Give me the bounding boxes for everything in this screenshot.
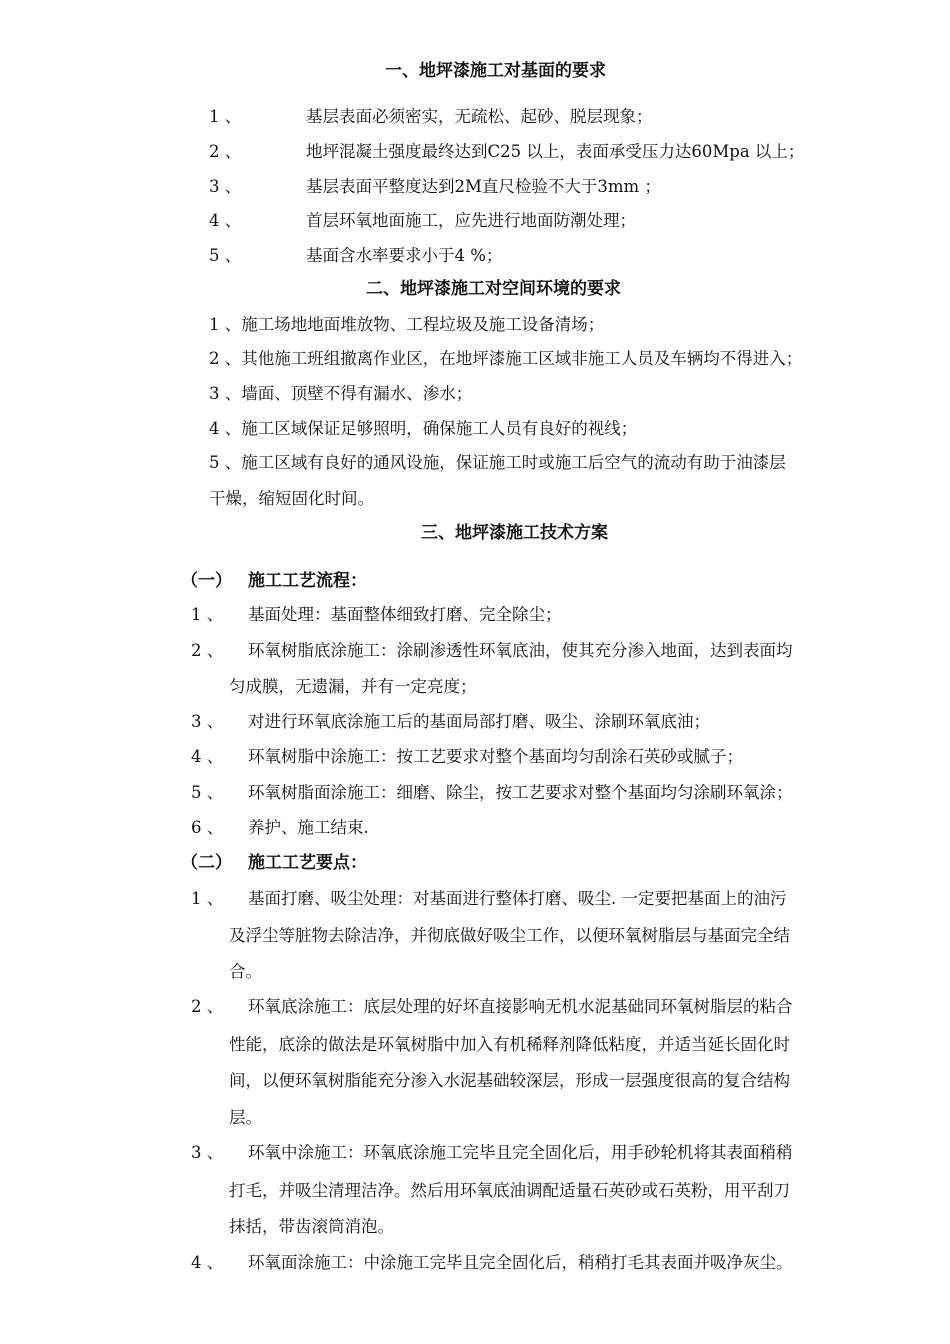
- list-item-continuation: 及浮尘等脏物去除洁净，并彻底做好吸尘工作，以便环氧树脂层与基面完全结: [229, 926, 790, 945]
- list-item: [191, 817, 369, 839]
- item-text: 基面含水率要求小于4 %；: [306, 246, 503, 265]
- list-item: [191, 888, 787, 910]
- section2-title: 二、地坪漆施工对空间环境的要求: [366, 279, 621, 299]
- list-item-continuation: 性能，底涂的做法是环氧树脂中加入有机稀释剂降低粘度，并适当延长固化时: [229, 1035, 790, 1054]
- list-item: [209, 106, 653, 128]
- subsection-label: （二）: [181, 853, 232, 873]
- list-item-continuation: 层。: [229, 1108, 262, 1127]
- item-number: 3 、: [209, 177, 242, 196]
- list-item-continuation: 抹括，带齿滚筒消泡。: [229, 1217, 394, 1236]
- list-item: 1 、施工场地地面堆放物、工程垃圾及施工设备清场；: [209, 315, 605, 334]
- item-number: 5 、: [191, 783, 224, 802]
- subsection-label: （一）: [181, 571, 232, 591]
- list-item: [191, 1142, 793, 1164]
- item-number: 2 、: [209, 142, 242, 161]
- list-item: 3 、墙面、顶壁不得有漏水、渗水；: [209, 384, 473, 403]
- list-item: [191, 996, 793, 1018]
- item-text: 基层表面必须密实，无疏松、起砂、脱层现象；: [306, 107, 653, 126]
- item-text: 环氧底涂施工：底层处理的好坏直接影响无机水泥基础同环氧树脂层的粘合: [248, 997, 793, 1016]
- list-item: [209, 176, 661, 198]
- item-number: 1 、: [209, 107, 242, 126]
- list-item: [191, 640, 793, 662]
- item-number: 3 、: [191, 712, 224, 731]
- subsection-heading: [181, 570, 367, 592]
- list-item: [191, 1252, 793, 1274]
- list-item: [191, 782, 793, 804]
- item-text: 环氧面涂施工：中涂施工完毕且完全固化后，稍稍打毛其表面并吸净灰尘。: [248, 1253, 793, 1272]
- item-number: 2 、: [191, 641, 224, 660]
- list-item-continuation: 匀成膜，无遗漏，并有一定亮度；: [229, 677, 477, 696]
- item-text: 基面打磨、吸尘处理：对基面进行整体打磨、吸尘. 一定要把基面上的油污: [248, 889, 787, 908]
- item-text: 环氧树脂中涂施工：按工艺要求对整个基面均匀刮涂石英砂或腻子；: [248, 747, 743, 766]
- subsection-title: 施工工艺流程：: [248, 571, 367, 591]
- list-item: [209, 141, 804, 163]
- list-item: 5 、施工区域有良好的通风设施，保证施工时或施工后空气的流动有助于油漆层: [209, 453, 786, 472]
- subsection-title: 施工工艺要点：: [248, 853, 367, 873]
- subsection-heading: [181, 852, 367, 874]
- item-number: 5 、: [209, 246, 242, 265]
- section3-title: 三、地坪漆施工技术方案: [421, 523, 608, 543]
- item-text: 环氧树脂底涂施工：涂刷渗透性环氧底油，使其充分渗入地面，达到表面均: [248, 641, 793, 660]
- list-item-continuation: 干燥，缩短固化时间。: [209, 489, 374, 508]
- list-item-continuation: 打毛，并吸尘清理洁净。然后用环氧底油调配适量石英砂或石英粉，用平刮刀: [229, 1181, 790, 1200]
- item-text: 基面处理：基面整体细致打磨、完全除尘；: [248, 605, 562, 624]
- item-number: 4 、: [191, 747, 224, 766]
- item-number: 1 、: [191, 889, 224, 908]
- item-text: 环氧中涂施工：环氧底涂施工完毕且完全固化后，用手砂轮机将其表面稍稍: [248, 1143, 793, 1162]
- item-number: 1 、: [191, 605, 224, 624]
- item-number: 6 、: [191, 818, 224, 837]
- list-item-continuation: 合。: [229, 962, 262, 981]
- list-item: [209, 210, 636, 232]
- list-item: 2 、其他施工班组撤离作业区，在地坪漆施工区域非施工人员及车辆均不得进入；: [209, 349, 803, 368]
- item-number: 3 、: [191, 1143, 224, 1162]
- item-number: 4 、: [191, 1253, 224, 1272]
- list-item: [191, 746, 743, 768]
- item-text: 对进行环氧底涂施工后的基面局部打磨、吸尘、涂刷环氧底油；: [248, 712, 710, 731]
- list-item-continuation: 间，以便环氧树脂能充分渗入水泥基础较深层，形成一层强度很高的复合结构: [229, 1071, 790, 1090]
- item-number: 2 、: [191, 997, 224, 1016]
- list-item: [191, 604, 562, 626]
- item-text: 首层环氧地面施工，应先进行地面防潮处理；: [306, 211, 636, 230]
- item-text: 环氧树脂面涂施工：细磨、除尘，按工艺要求对整个基面均匀涂刷环氧涂；: [248, 783, 793, 802]
- list-item: [191, 711, 710, 733]
- item-text: 基层表面平整度达到2M直尺检验不大于3mm ；: [306, 177, 661, 196]
- item-number: 4 、: [209, 211, 242, 230]
- section1-title: 一、地坪漆施工对基面的要求: [385, 61, 606, 81]
- list-item: 4 、施工区域保证足够照明，确保施工人员有良好的视线；: [209, 419, 638, 438]
- list-item: [209, 245, 502, 267]
- item-text: 养护、施工结束.: [248, 818, 369, 837]
- item-text: 地坪混凝土强度最终达到C25 以上，表面承受压力达60Mpa 以上；: [306, 142, 805, 161]
